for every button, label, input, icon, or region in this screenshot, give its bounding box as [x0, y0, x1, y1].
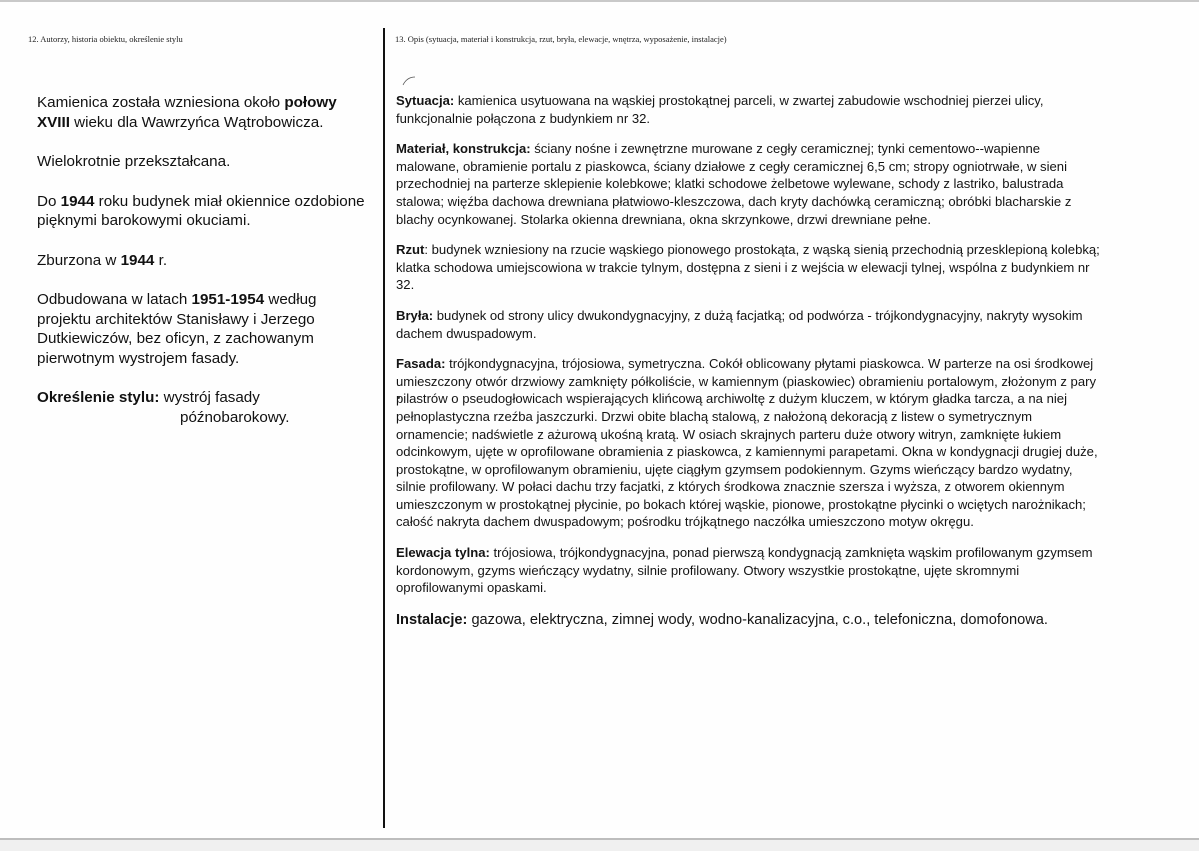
pen-mark [402, 76, 416, 86]
right-column-header: 13. Opis (sytuacja, materiał i konstrukcja, rzut, bryła, elewacje, wnętrza, wyposażenie, instalacje) [395, 34, 727, 44]
style-definition: Określenie stylu: wystrój fasady późnobarokowy. [37, 389, 290, 426]
section-instalacje: Instalacje: gazowa, elektryczna, zimnej wody, wodno-kanalizacyjna, c.o., telefoniczna, domofonowa. [396, 611, 1048, 628]
history-paragraph-destroyed: Zburzona w 1944 r. [37, 251, 168, 269]
section-rzut: Rzut: budynek wzniesiony na rzucie wąskiego pionowego prostokąta, z wąską sienią przechodnią przesklepioną kolebką; klatka schodowa umiejscowiona w trakcie tylnym, dostępna z sieni i z wejścia w elewacji tylnej, wspólna z budynkiem nr 32. [396, 242, 1100, 293]
column-divider [383, 28, 385, 828]
section-sytuacja: Sytuacja: kamienica usytuowana na wąskiej prostokątnej parceli, w zwartej zabudowie wschodniej pierzei ulicy, funkcjonalnie połączona z budynkiem nr 32. [396, 93, 1044, 126]
section-elewacja-tylna: Elewacja tylna: trójosiowa, trójkondygnacyjna, ponad pierwszą kondygnacją zamknięta wąskim profilowanym gzymsem kordonowym, gzyms wieńczący wydatny, silnie profilowany. Otwory wszystkie prostokątne, ujęte skromnymi oprofilowanymi opaskami. [396, 545, 1093, 596]
bottom-band [0, 840, 1199, 851]
section-bryla: Bryła: budynek od strony ulicy dwukondygnacyjny, z dużą facjatką; od podwórza - trójkondygnacyjny, nakryty wysokim dachem dwuspadowym. [396, 307, 1083, 341]
history-paragraph-transformed: Wielokrotnie przekształcana. [37, 153, 231, 170]
top-rule [0, 0, 1199, 2]
history-paragraph-rebuilt: Odbudowana w latach 1951-1954 według projektu architektów Stanisławy i Jerzego Dutkiewiczów, bez oficyn, z zachowanym pierwotnym wystrojem fasady. [37, 291, 317, 367]
history-paragraph-shutters: Do 1944 roku budynek miał okiennice ozdobione pięknymi barokowymi okuciami. [37, 192, 365, 229]
history-column [37, 93, 367, 447]
section-fasada: Fasada: trójkondygnacyjna, trójosiowa, symetryczna. Cokół oblicowany płytami piaskowca. W parterze na osi środkowej umieszczony otwór drzwiowy zamknięty półkoliście, w kamiennym (piaskowiec) obramieniu portalowym, złożonym z pary pilastrów o pseudogłowicach wspierających klińcową archiwoltę z dużym kluczem, w którym gładka tarcza, a na niej pełnoplastyczna rzeźba jaszczurki. Drzwi obite blachą stalową, z nałożoną dekoracją z listew o symetrycznym ornamencie; nadświetle z ażurową ukośną kratą. W osiach skrajnych parteru duże otwory witryn, zamknięte łukiem odcinkowym, ujęte w oprofilowane obramienia z piaskowca, z kamiennymi parapetami. Okna w kondygnacji drugiej duże, prostokątne, w oprofilowanym obramieniu, ujęte ciągłym gzymsem podokiennym. Gzyms wieńczący bardzo wydatny, silnie profilowany. W połaci dachu trzy facjatki, z których środkowa znacznie szersza i wyższa, z otworem okiennym umieszczonym w prostokątnej płycinie, po bokach której wąskie, pionowe, prostokątne płycinki o wciętych narożnikach; całość nakryta dachem dwuspadowym; pośrodku trójkątnego naczółka umieszczono motyw okręgu. [396, 356, 1098, 530]
style-label: Określenie stylu: [37, 389, 160, 406]
section-material: Materiał, konstrukcja: ściany nośne i zewnętrzne murowane z cegły ceramicznej; tynki cementowo--wapienne malowane, obramienie portalu z piaskowca, ściany działowe z cegły ceramicznej 6,5 cm; stropy ogniotrwałe, w sieni przechodniej na parterze sklepienie kolebkowe; klatki schodowe żelbetowe wylewane, schody z lastriko, balustrada stalowa; więźba dachowa drewniana płatwiowo-kleszczowa, dach kryty dachówką ceramiczną; obróbki blacharskie z blachy ocynkowanej. Stolarka okienna drewniana, okna skrzynkowe, drzwi drewniane pełne. [396, 141, 1072, 227]
history-paragraph-construction: Kamienica została wzniesiona około połowy XVIII wieku dla Wawrzyńca Wątrobowicza. [37, 94, 337, 131]
description-column [396, 92, 1101, 643]
left-column-header: 12. Autorzy, historia obiektu, określenie stylu [28, 34, 183, 44]
